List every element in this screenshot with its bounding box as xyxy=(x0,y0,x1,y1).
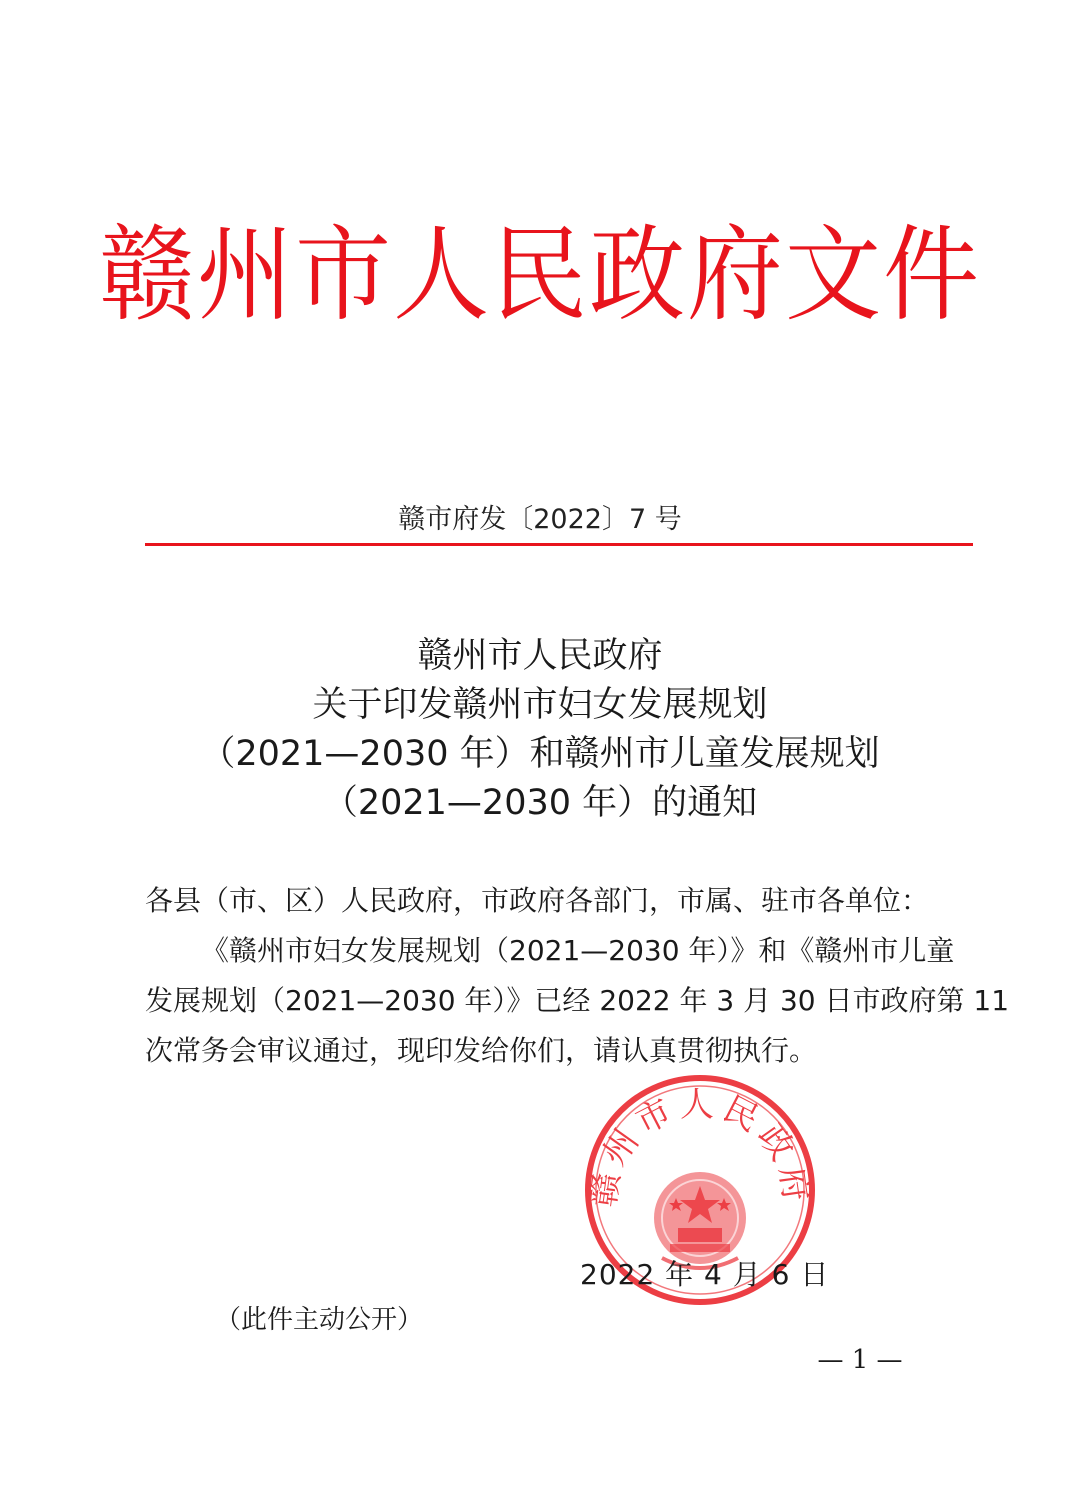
document-body xyxy=(145,876,1010,1076)
public-disclosure-note: （此件主动公开） xyxy=(215,1305,424,1335)
red-divider-line xyxy=(145,543,973,546)
seal-text: 赣州市人民政府 xyxy=(583,1085,817,1210)
document-number: 赣市府发〔2022〕7 号 xyxy=(398,504,682,535)
title-line-3: （2021—2030 年）和赣州市儿童发展规划 xyxy=(200,734,880,774)
issue-date: 2022 年 4 月 6 日 xyxy=(580,1258,830,1291)
title-line-4: （2021—2030 年）的通知 xyxy=(322,783,758,823)
title-line-2: 关于印发赣州市妇女发展规划 xyxy=(312,685,768,725)
body-line-1: 《赣州市妇女发展规划（2021—2030 年）》和《赣州市儿童 xyxy=(201,934,955,967)
title-line-1: 赣州市人民政府 xyxy=(417,636,663,676)
salutation: 各县（市、区）人民政府，市政府各部门，市属、驻市各单位： xyxy=(145,884,930,917)
document-title xyxy=(0,632,1080,828)
body-line-3: 次常务会审议通过，现印发给你们，请认真贯彻执行。 xyxy=(145,1034,818,1067)
page-number: — 1 — xyxy=(817,1345,903,1375)
document-masthead: 赣州市人民政府文件 xyxy=(99,214,981,336)
body-line-2: 发展规划（2021—2030 年）》已经 2022 年 3 月 30 日市政府第 11 xyxy=(145,984,1010,1017)
